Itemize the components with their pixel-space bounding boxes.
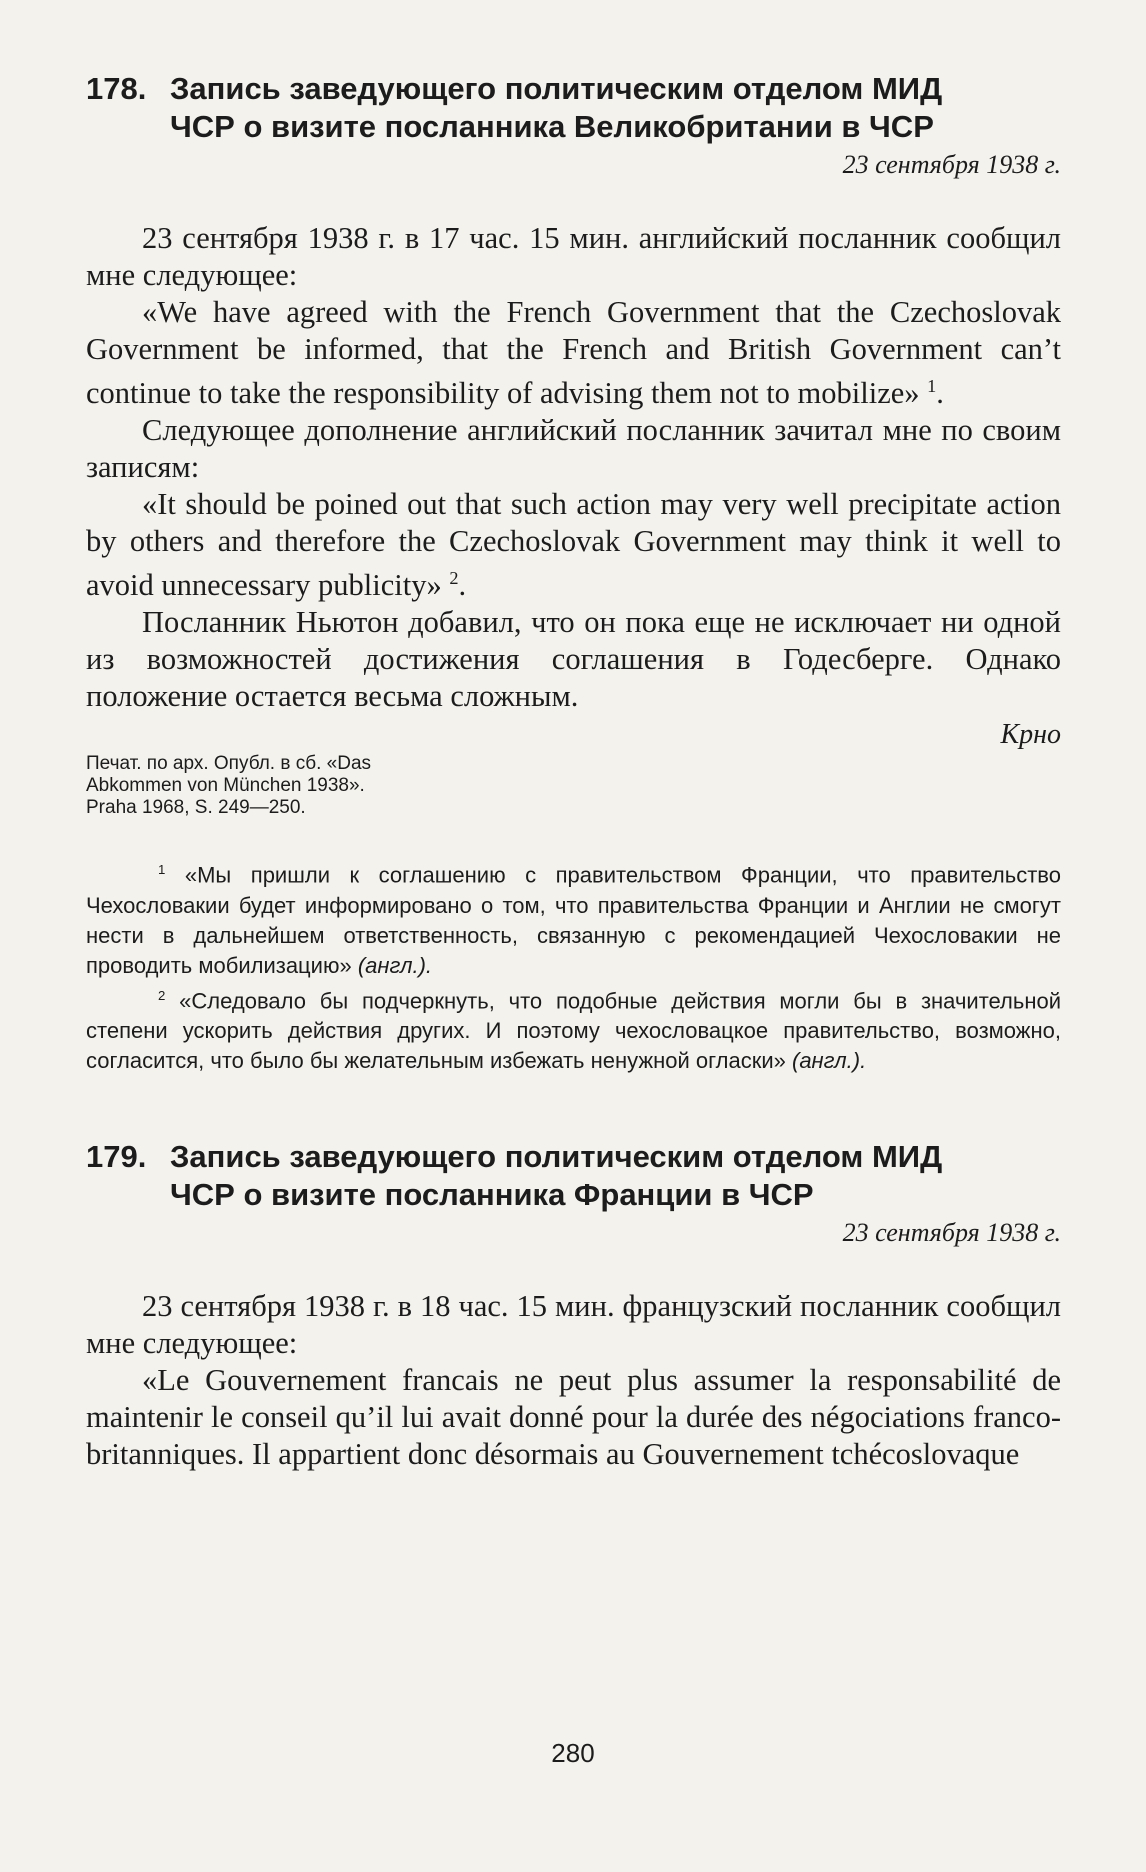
doc-179-number: 179. bbox=[86, 1138, 147, 1174]
footnote-1-lang: (англ.). bbox=[357, 952, 433, 978]
footnote-1-mark: 1 bbox=[158, 862, 166, 878]
doc-178-title-line2: ЧСР о визите посланника Великобритании в ЧСР bbox=[170, 109, 934, 144]
doc-178-para2: Следующее дополнение английский посланник зачитал мне по своим записям: bbox=[86, 413, 1061, 485]
doc-178-title bbox=[86, 70, 1061, 146]
doc-179-title-line1: Запись заведующего политическим отделом МИД bbox=[170, 1138, 943, 1174]
doc-178-quote2-text: «It should be poined out that such action may very well precipitate action by others and therefore the Czechoslovak Government may think it well to avoid unnecessary publicity» bbox=[86, 487, 1061, 603]
footnote-1 bbox=[86, 855, 1061, 980]
doc-179-para1: 23 сентября 1938 г. в 18 час. 15 мин. французский посланник сообщил мне следующее: bbox=[86, 1288, 1061, 1360]
doc-178-para1: 23 сентября 1938 г. в 17 час. 15 мин. английский посланник сообщил мне следующее: bbox=[86, 221, 1061, 292]
doc-178-quote2-fn: 2 bbox=[449, 568, 459, 589]
footnote-2-lang: (англ.). bbox=[792, 1047, 867, 1073]
doc-179-date: 23 сентября 1938 г. bbox=[842, 1217, 1061, 1247]
doc-178-source: Печат. по арх. Опубл. в сб. «Das Abkommen von München 1938». Praha 1968, S. 249—250. bbox=[86, 753, 372, 819]
footnote-2-mark: 2 bbox=[158, 987, 166, 1003]
page-content bbox=[86, 70, 1061, 1473]
footnote-1-text: «Мы пришли к соглашению с правительством Франции, что правительство Чехословакии будет информировано о том, что правительства Франции и Англии не смогут нести в дальнейшем ответственность, связанную с рекомендацией Чехословакии не проводить мобилизацию» bbox=[86, 862, 1061, 978]
doc-178-quote2: «It should be poined out that such action may very well precipitate action by others and therefore the Czechoslovak Government may think it well to avoid unnecessary publicity» $^2$. bbox=[86, 487, 1061, 603]
doc-178-title-line1: Запись заведующего политическим отделом МИД bbox=[170, 71, 943, 106]
doc-178-quote1: «We have agreed with the French Government that the Czechoslovak Government be informed, that the French and British Government can’t continue to take the responsibility of advising them not to mobilize» $^1$. bbox=[86, 295, 1061, 411]
page-number: 280 bbox=[551, 1738, 595, 1768]
doc-178-number: 178. bbox=[86, 71, 147, 106]
doc-179-title bbox=[86, 1138, 1061, 1214]
doc-178-date: 23 сентября 1938 г. bbox=[842, 150, 1061, 179]
doc-178-signature: Крно bbox=[1000, 719, 1061, 751]
doc-178-quote1-text: «We have agreed with the French Government that the Czechoslovak Government be informed, that the French and British Government can’t continue to take the responsibility of advising them not to mobilize» bbox=[86, 295, 1061, 411]
doc-178-quote1-fn: 1 bbox=[927, 376, 937, 396]
footnote-2 bbox=[86, 981, 1061, 1076]
doc-179-quote1: «Le Gouvernement francais ne peut plus assumer la responsabilité de maintenir le conseil qu’il lui avait donné pour la durée des négociations franco-britanniques. Il appartient donc désormais au Gouvernement tchécoslovaque bbox=[86, 1362, 1061, 1471]
doc-178-para3: Посланник Ньютон добавил, что он пока еще не исключает ни одной из возможностей достижения соглашения в Годесберге. Однако положение остается весьма сложным. bbox=[86, 605, 1061, 714]
footnote-2-text: «Следовало бы подчеркнуть, что подобные действия могли бы в значительной степени ускорить действия других. И поэтому чехословацкое правительство, возможно, согласится, что было бы желательным избежать ненужной огласки» bbox=[86, 987, 1061, 1073]
doc-179-title-line2: ЧСР о визите посланника Франции в ЧСР bbox=[170, 1176, 814, 1212]
